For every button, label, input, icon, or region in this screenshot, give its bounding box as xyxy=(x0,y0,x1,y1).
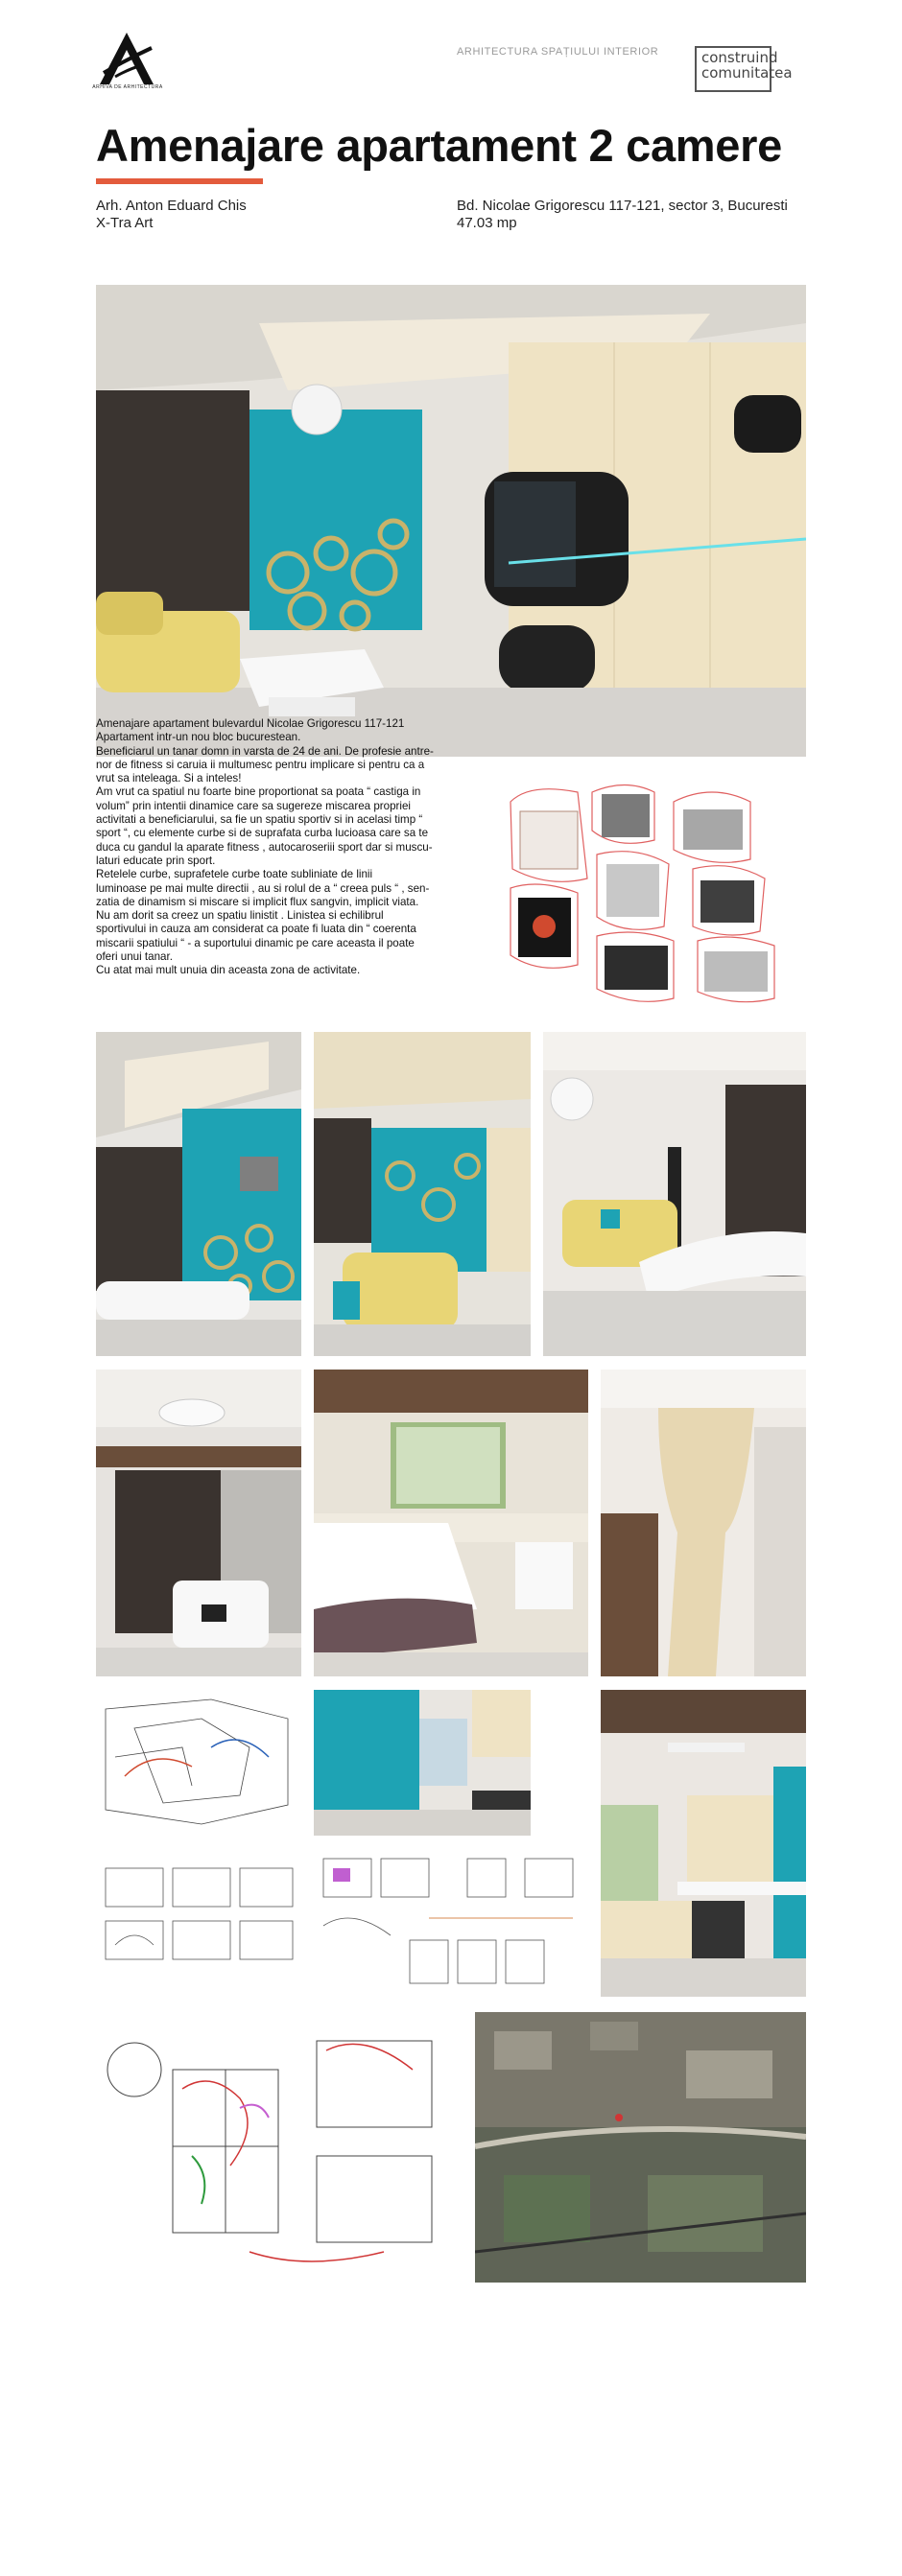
photo-kitchen-window xyxy=(601,1690,806,1997)
description-line: laturi educate prin sport. xyxy=(96,854,216,867)
photo-kitchen-teal xyxy=(314,1690,531,1836)
description-line: Nu am dorit sa creez un spatiu linistit . Linistea si echilibrul xyxy=(96,909,384,923)
page-title: Amenajare apartament 2 camere xyxy=(96,120,782,171)
section-category: ARHITECTURA SPAȚIULUI INTERIOR xyxy=(457,46,659,58)
photo-bedroom-ceiling-light xyxy=(96,1370,301,1676)
description-line: sport “, cu elemente curbe si de suprafata curba lucioasa care sa te xyxy=(96,827,429,840)
description-line: vrut sa inteleaga. Si a inteles! xyxy=(96,772,242,785)
architect-name: Arh. Anton Eduard Chis xyxy=(96,198,247,214)
cc-logo-line1: construind xyxy=(701,49,778,66)
cc-logo-line2: comunitatea xyxy=(701,64,793,82)
aerial-site-photo xyxy=(475,2012,806,2283)
sketch-elevations xyxy=(96,1849,301,1997)
description-line: volum” prin intentii dinamice care sa sugereze miscarea propriei xyxy=(96,799,411,812)
photo-cream-curved-wall xyxy=(601,1370,806,1676)
construind-comunitatea-logo xyxy=(695,46,793,92)
photo-bedroom-bed xyxy=(314,1370,588,1676)
project-address: Bd. Nicolae Grigorescu 117-121, sector 3, Bucuresti xyxy=(457,198,788,214)
description-line: zatia de dinamism si miscare si implicit flux sangvin, implicit viata. xyxy=(96,895,419,908)
sketch-perspective xyxy=(96,1690,301,1836)
photo-teal-wall-ceiling xyxy=(96,1032,301,1356)
description-line: Cu atat mai mult unuia din aceasta zona de activitate. xyxy=(96,964,361,977)
description-line: miscarii spatiului “ - a suportului dinamic pe care aceasta il poate xyxy=(96,936,415,949)
description-line: luminoase pe mai multe directii , au si rolul de a “ creea puls “ , sen- xyxy=(96,881,430,895)
description-line: Beneficiarul un tanar domn in varsta de 24 de ani. De profesie antre- xyxy=(96,744,434,758)
logo-caption: ARHIVA DE ARHITECTURA xyxy=(92,84,163,90)
project-description xyxy=(96,717,489,978)
description-line: nor de fitness si caruia ii multumesc pentru implicare si pentru ca a xyxy=(96,758,425,771)
description-line: Retelele curbe, suprafetele curbe toate subliniate de linii xyxy=(96,868,373,881)
description-line: oferi unui tanar. xyxy=(96,950,173,964)
photo-sofa-corner xyxy=(543,1032,806,1356)
photo-living-overview xyxy=(314,1032,531,1356)
inspiration-moodboard xyxy=(501,773,789,1009)
title-underline xyxy=(96,178,263,184)
project-area: 47.03 mp xyxy=(457,215,517,231)
floor-plan-sketch xyxy=(96,2012,465,2283)
description-line: Apartament intr-un nou bloc bucurestean. xyxy=(96,731,301,744)
project-location xyxy=(457,198,788,232)
description-line: sportivului in cauza am considerat ca poate fi luata din “ coerenta xyxy=(96,923,416,936)
drawing-furniture-details xyxy=(314,1849,588,1997)
firm-name: X-Tra Art xyxy=(96,215,154,231)
description-line: Am vrut ca spatiul nu foarte bine proportionat sa poata “ castiga in xyxy=(96,785,421,799)
credits xyxy=(96,198,247,232)
hero-photo-living-room xyxy=(96,285,806,757)
description-line: activitati a beneficiarului, sa fie un spatiu sportiv si in acelasi timp “ xyxy=(96,813,423,827)
description-line: Amenajare apartament bulevardul Nicolae Grigorescu 117-121 xyxy=(96,717,405,730)
description-line: duca cu gandul la aparate fitness , autocaroseriii sport dar si muscu- xyxy=(96,840,433,854)
